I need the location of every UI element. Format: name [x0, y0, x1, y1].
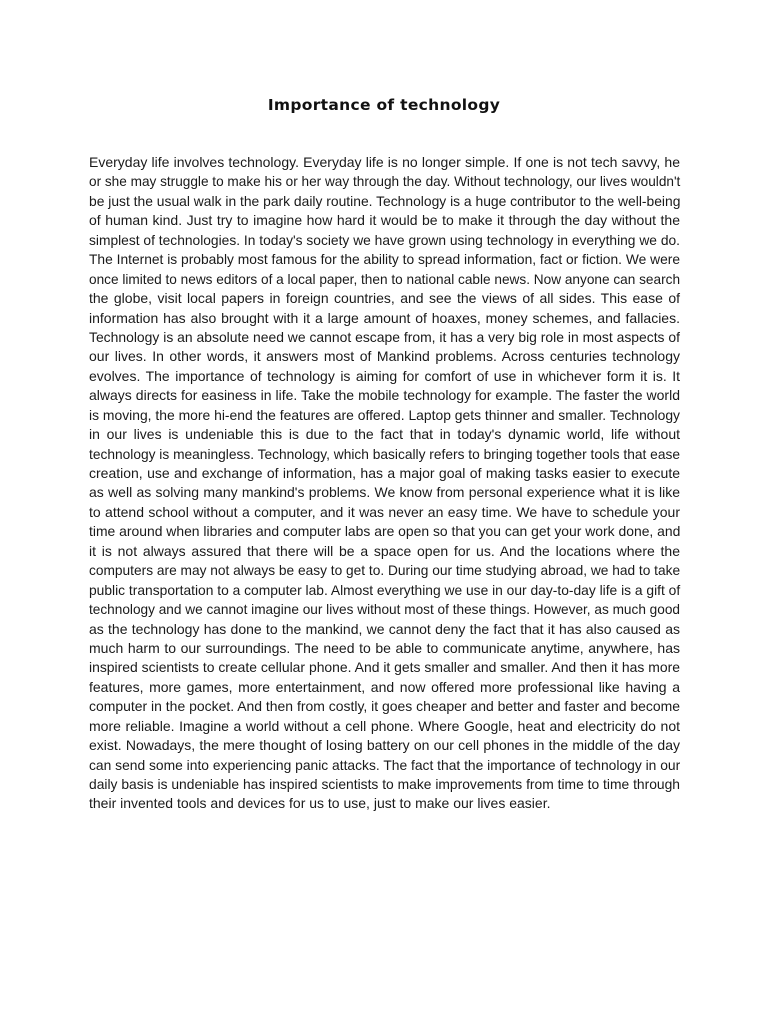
- paragraph-line: computer in the pocket. And then from costly, it goes cheaper and better and faster and become: [89, 698, 680, 715]
- paragraph-line: much harm to our surroundings. The need to be able to communicate anytime, anywhere, has: [89, 639, 680, 656]
- paragraph-line: inspired scientists to create cellular phone. And it gets smaller and smaller. And then it has more: [89, 659, 680, 676]
- paragraph-line: the globe, visit local papers in foreign countries, and see the views of all sides. This ease of: [89, 290, 680, 307]
- paragraph-line: always directs for easiness in life. Take the mobile technology for example. The faster the world: [89, 387, 680, 404]
- paragraph-line: be just the usual walk in the park daily routine. Technology is a huge contributor to the well-being: [89, 192, 681, 209]
- paragraph-line: can send some into experiencing panic attacks. The fact that the importance of technology in our: [89, 756, 681, 773]
- paragraph-line: Everyday life involves technology. Everyday life is no longer simple. If one is not tech savvy, he: [89, 154, 680, 170]
- paragraph-line: once limited to news editors of a local paper, then to national cable news. Now anyone can search: [89, 270, 681, 287]
- paragraph-line: computers are may not always be easy to get to. During our time studying abroad, we had to take: [89, 562, 681, 579]
- paragraph-line: evolves. The importance of technology is aiming for comfort of use in whichever form it is. It: [89, 367, 680, 384]
- document-title: Importance of technology: [267, 96, 501, 114]
- paragraph-line: to attend school without a computer, and it was never an easy time. We have to schedule your: [89, 503, 680, 520]
- paragraph-line: time around when libraries and computer labs are open so that you can get your work done, and: [89, 523, 681, 540]
- paragraph-line: public transportation to a computer lab. Almost everything we use in our day-to-day life is a gift of: [89, 581, 681, 598]
- paragraph-line: technology is meaningless. Technology, which basically refers to bringing together tools that ease: [89, 445, 680, 462]
- paragraph-line: it is not always assured that there will be a space open for us. And the locations where the: [89, 542, 680, 559]
- paragraph-line: as well as solving many mankind's problems. We know from personal experience what it is like: [89, 484, 680, 501]
- paragraph-line: creation, use and exchange of information, has a major goal of making tasks easier to execute: [89, 465, 680, 481]
- paragraph-line: more reliable. Imagine a world without a cell phone. Where Google, heat and electricity do not: [89, 717, 680, 734]
- paragraph-line: our lives. In other words, it answers most of Mankind problems. Across centuries technology: [89, 348, 680, 365]
- paragraph-line: information has also brought with it a large amount of hoaxes, money schemes, and fallacies.: [89, 309, 680, 326]
- paragraph-line: exist. Nowadays, the mere thought of losing battery on our cell phones in the middle of the day: [89, 737, 680, 754]
- document-body: [89, 153, 680, 814]
- paragraph-line: features, more games, more entertainment, and now offered more professional like having a: [89, 678, 680, 695]
- paragraph-line: simplest of technologies. In today's society we have grown using technology in everything we do.: [89, 231, 680, 248]
- paragraph-line: their invented tools and devices for us to use, just to make our lives easier.: [89, 795, 551, 812]
- paragraph-line: in our lives is undeniable this is due to the fact that in today's dynamic world, life without: [89, 426, 680, 443]
- paragraph-line: or she may struggle to make his or her way through the day. Without technology, our lives wouldn't: [89, 173, 681, 190]
- paragraph-line: of human kind. Just try to imagine how hard it would be to make it through the day without the: [89, 212, 680, 229]
- paragraph-line: technology and we cannot imagine our lives without most of these things. However, as much good: [89, 601, 681, 618]
- paragraph-line: as the technology has done to the mankind, we cannot deny the fact that it has also caused as: [89, 620, 680, 637]
- paragraph-line: daily basis is undeniable has inspired scientists to make improvements from time to time through: [89, 776, 680, 792]
- paragraph-line: is moving, the more hi-end the features are offered. Laptop gets thinner and smaller. Technology: [89, 406, 680, 423]
- paragraph-line: The Internet is probably most famous for the ability to spread information, fact or fiction. We were: [89, 251, 680, 268]
- paragraph-line: Technology is an absolute need we cannot escape from, it has a very big role in most aspects of: [89, 328, 680, 345]
